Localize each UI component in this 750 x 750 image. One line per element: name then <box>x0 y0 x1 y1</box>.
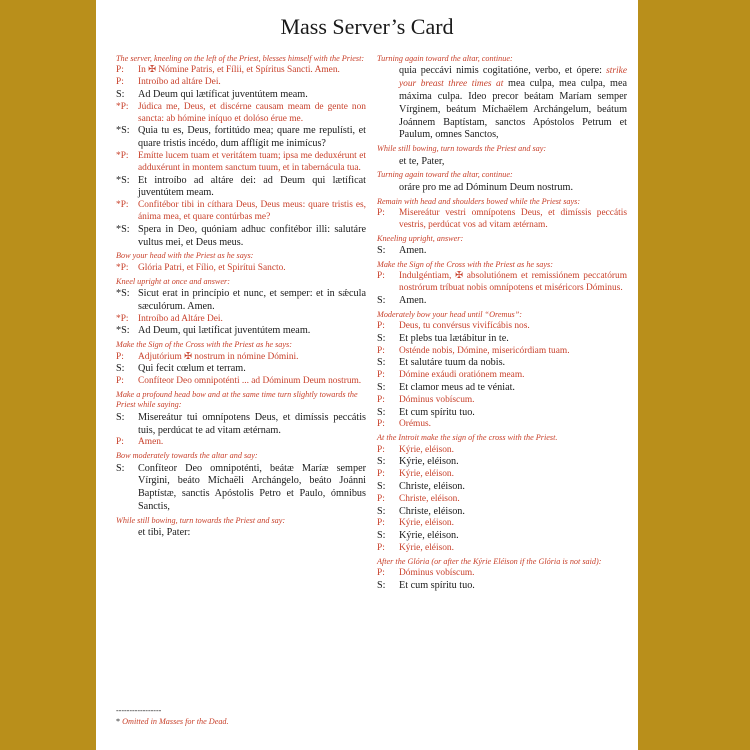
server-line <box>116 175 366 201</box>
response-text: Qui fecit cœlum et terram. <box>138 363 246 375</box>
priest-line <box>116 65 366 77</box>
speaker-label: S: <box>377 579 386 591</box>
response-text: Introíbo ad Altáre Dei. <box>138 313 223 324</box>
server-line <box>116 363 366 376</box>
rubric: At the Introit make the sign of the cross with the Priest. <box>377 433 558 443</box>
speaker-label: *S: <box>116 223 130 235</box>
continuation-text <box>377 156 627 169</box>
rubric: Bow moderately towards the altar and say: <box>116 451 258 461</box>
speaker-label: *S: <box>116 125 130 137</box>
right-column <box>377 52 627 593</box>
rubric: Kneel upright at once and answer: <box>116 276 230 286</box>
response-text: Christe, eléison. <box>399 480 465 492</box>
priest-line <box>377 208 627 232</box>
priest-line <box>377 469 627 481</box>
priest-line <box>377 271 627 295</box>
response-text: Kýrie, eléison. <box>399 469 454 480</box>
speaker-label: P: <box>377 271 385 282</box>
response-text: Et introíbo ad altáre dei: ad Deum qui lætíficat juventútem meam. <box>138 174 366 199</box>
priest-line <box>377 518 627 530</box>
response-text: Sicut erat in princípio et nunc, et semper: et in sǽcula sæculórum. Amen. <box>138 287 366 312</box>
rubric: Turning again toward the altar, continue: <box>377 54 513 63</box>
server-line <box>377 456 627 469</box>
response-text: Amen. <box>138 437 164 448</box>
speaker-label: P: <box>377 568 385 579</box>
speaker-label: S: <box>377 505 386 517</box>
speaker-label: P: <box>377 518 385 529</box>
priest-line <box>377 346 627 358</box>
speaker-label: *P: <box>116 313 129 324</box>
speaker-label: P: <box>116 437 124 448</box>
response-text: Dóminus vobíscum. <box>399 568 475 579</box>
footnote-text <box>116 717 366 726</box>
response-text: Kýrie, eléison. <box>399 444 454 455</box>
rubric: Bow your head with the Priest as he says: <box>116 251 254 261</box>
response-text: Adjutórium ✠ nostrum in nómine Dómini. <box>138 351 299 362</box>
speaker-label: S: <box>116 411 125 423</box>
response-text: Confíteor Deo omnipoténti, beátæ Maríæ semper Vírgini, beáto Míchaëli Archángelo, beáto Joánni Baptístæ, sanctis Apóstolis Petro et Paulo, ómnibus Sanctis, <box>138 462 366 512</box>
response-text: Et plebs tua lætábitur in te. <box>399 332 509 344</box>
server-line <box>377 295 627 308</box>
server-line <box>116 125 366 151</box>
server-line <box>116 224 366 250</box>
rubric: The server, kneeling on the left of the Priest, blesses himself with the Priest: <box>116 54 365 63</box>
server-line <box>116 325 366 338</box>
continuation-text <box>116 527 366 540</box>
speaker-label: *S: <box>116 287 130 299</box>
priest-line <box>116 151 366 175</box>
priest-line <box>377 543 627 555</box>
speaker-label: P: <box>377 419 385 430</box>
server-line <box>377 506 627 519</box>
speaker-label: *P: <box>116 150 129 161</box>
priest-line <box>116 437 366 449</box>
priest-line <box>116 102 366 126</box>
mass-servers-card <box>96 0 638 750</box>
rubric: Make the Sign of the Cross with the Priest as he says: <box>377 259 553 269</box>
response-text: Osténde nobis, Dómine, misericórdiam tuam. <box>399 345 570 356</box>
response-text: Christe, eléison. <box>399 493 460 504</box>
response-text: Et clamor meus ad te véniat. <box>399 381 515 393</box>
continuation-text <box>377 182 627 195</box>
response-text: Amen. <box>399 245 427 256</box>
page-title: Mass Server’s Card <box>280 14 454 39</box>
response-text: Kýrie, eléison. <box>399 456 459 468</box>
response-text: Deus, tu convérsus vivifícábis nos. <box>399 321 530 331</box>
continuation-part: mea culpa, mea culpa, mea máxima culpa. Ideo precor beátam Maríam semper Vírginem, beátum Míchaëlem Archángelum, beátum Joánnem Baptístam, sanctos Apóstolos Petrum et Paulum, omnes Sanctos, <box>399 78 627 141</box>
speaker-label: S: <box>377 381 386 393</box>
priest-line <box>116 376 366 388</box>
priest-line <box>377 494 627 506</box>
speaker-label: S: <box>377 530 386 542</box>
response-text: Emítte lucem tuam et veritátem tuam; ipsa me deduxérunt et adduxérunt in montem sanctum tuum, et in tabernácula tua. <box>138 150 366 173</box>
speaker-label: P: <box>377 394 385 405</box>
speaker-label: *P: <box>116 101 129 112</box>
continuation-part: et te, Pater, <box>399 155 445 167</box>
speaker-label: P: <box>377 208 385 218</box>
speaker-label: S: <box>377 245 386 256</box>
speaker-label: S: <box>377 406 386 418</box>
speaker-label: P: <box>377 469 385 480</box>
server-line <box>377 333 627 346</box>
speaker-label: P: <box>377 370 385 381</box>
speaker-label: S: <box>116 89 125 100</box>
server-line <box>377 245 627 258</box>
speaker-label: P: <box>116 376 124 387</box>
footnote-marker: * <box>116 717 121 726</box>
server-line <box>377 407 627 420</box>
priest-line <box>377 568 627 580</box>
response-text: Glória Patri, et Fílio, et Spirítui Sancto. <box>138 262 286 273</box>
response-text: Et salutáre tuum da nobis. <box>399 357 506 369</box>
footnote-body: Omitted in Masses for the Dead. <box>122 717 229 726</box>
rubric: Make the Sign of the Cross with the Priest as he says: <box>116 340 292 350</box>
response-text: Dóminus vobíscum. <box>399 394 475 405</box>
rubric: While still bowing, turn towards the Priest and say: <box>116 515 286 525</box>
speaker-label: P: <box>377 444 385 455</box>
response-text: Kýrie, eléison. <box>399 542 454 553</box>
response-text: Quia tu es, Deus, fortitúdo mea; quare me repulísti, et quare tristis incédo, dum afflígit me inimícus? <box>138 125 366 150</box>
left-column <box>116 52 366 540</box>
footnote-rule: ----------------- <box>116 706 162 715</box>
response-text: Confíteor Deo omnipoténti ... ad Dóminum Deum nostrum. <box>138 376 362 387</box>
response-text: Et cum spíritu tuo. <box>399 579 475 591</box>
response-text: Introíbo ad altáre Dei. <box>138 77 221 88</box>
speaker-label: P: <box>377 321 385 331</box>
speaker-label: S: <box>116 363 125 375</box>
response-text: Dómine exáudi oratiónem meam. <box>399 370 525 381</box>
rubric: Make a profound head bow and at the same time turn slightly towards the Priest while saying: <box>116 389 358 410</box>
speaker-label: P: <box>116 351 124 362</box>
rubric-inline: strike your breast three times at <box>399 66 627 90</box>
continuation-part: oráre pro me ad Dóminum Deum nostrum. <box>399 181 573 193</box>
server-line <box>377 382 627 395</box>
speaker-label: S: <box>377 332 386 344</box>
speaker-label: P: <box>377 542 385 553</box>
server-line <box>377 357 627 370</box>
server-line <box>116 463 366 514</box>
response-text: Júdica me, Deus, et discérne causam meam de gente non sancta: ab hómine iníquo et dolóso érue me. <box>138 101 366 124</box>
continuation-part: et tibi, Pater: <box>138 527 191 539</box>
priest-line <box>116 352 366 364</box>
rubric: Moderately bow your head until “Oremus”: <box>377 309 523 319</box>
response-text: Amen. <box>399 294 427 306</box>
speaker-label: *P: <box>116 262 129 273</box>
rubric: After the Glória (or after the Kýrie Eléison if the Glória is not said): <box>377 556 602 566</box>
speaker-label: *S: <box>116 325 130 337</box>
response-text: In ✠ Nómine Patris, et Fílii, et Spíritus Sancti. Amen. <box>138 65 340 76</box>
rubric: Remain with head and shoulders bowed while the Priest says: <box>377 196 581 206</box>
rubric: Turning again toward the altar, continue: <box>377 170 513 180</box>
priest-line <box>116 263 366 275</box>
response-text: Misereátur tui omnípotens Deus, et dimíssis peccátis tuis, perdúcat te ad vitam ætérnam. <box>138 411 366 436</box>
speaker-label: P: <box>377 345 385 356</box>
speaker-label: P: <box>377 493 385 504</box>
continuation-text <box>377 65 627 142</box>
speaker-label: *P: <box>116 200 129 211</box>
server-line <box>377 481 627 494</box>
server-line <box>116 89 366 102</box>
speaker-label: S: <box>377 357 386 369</box>
response-text: Confitébor tibi in cíthara Deus, Deus meus: quare tristis es, ánima mea, et quare contúrbas me? <box>138 200 366 222</box>
rubric: Kneeling upright, answer: <box>377 233 464 243</box>
priest-line <box>377 445 627 457</box>
footnote <box>116 706 366 726</box>
server-line <box>116 288 366 314</box>
response-text: Misereátur vestri omnípotens Deus, et dimíssis peccátis vestris, perdúcat vos ad vitam ætérnam. <box>399 208 627 230</box>
server-line <box>116 412 366 438</box>
response-text: Christe, eléison. <box>399 505 465 517</box>
priest-line <box>377 419 627 431</box>
priest-line <box>116 77 366 89</box>
priest-line <box>116 314 366 326</box>
speaker-label: S: <box>377 480 386 492</box>
speaker-label: *S: <box>116 174 130 186</box>
response-text: Orémus. <box>399 419 432 430</box>
response-text: Spera in Deo, quóniam adhuc confitébor illi: salutáre vultus mei, et Deus meus. <box>138 223 366 248</box>
priest-line <box>377 395 627 407</box>
response-text: Et cum spíritu tuo. <box>399 406 475 418</box>
speaker-label: P: <box>116 65 124 76</box>
response-text: Indulgéntiam, ✠ absolutiónem et remissiónem peccatórum nostrórum tríbuat nobis omnípotens et miséricors Dóminus. <box>399 271 627 293</box>
priest-line <box>377 370 627 382</box>
speaker-label: S: <box>116 462 125 474</box>
speaker-label: S: <box>377 456 386 468</box>
priest-line <box>377 321 627 333</box>
response-text: Kýrie, eléison. <box>399 518 454 529</box>
speaker-label: S: <box>377 294 386 306</box>
server-line <box>377 530 627 543</box>
speaker-label: P: <box>116 77 124 88</box>
continuation-part: quia peccávi nimis cogitatióne, verbo, et ópere: <box>399 65 602 77</box>
rubric: While still bowing, turn towards the Priest and say: <box>377 144 547 154</box>
response-text: Ad Deum qui lætíficat juventútem meam. <box>138 89 308 100</box>
server-line <box>377 580 627 593</box>
response-text: Ad Deum, qui lætíficat juventútem meam. <box>138 325 311 337</box>
response-text: Kýrie, eléison. <box>399 530 459 542</box>
priest-line <box>116 200 366 224</box>
